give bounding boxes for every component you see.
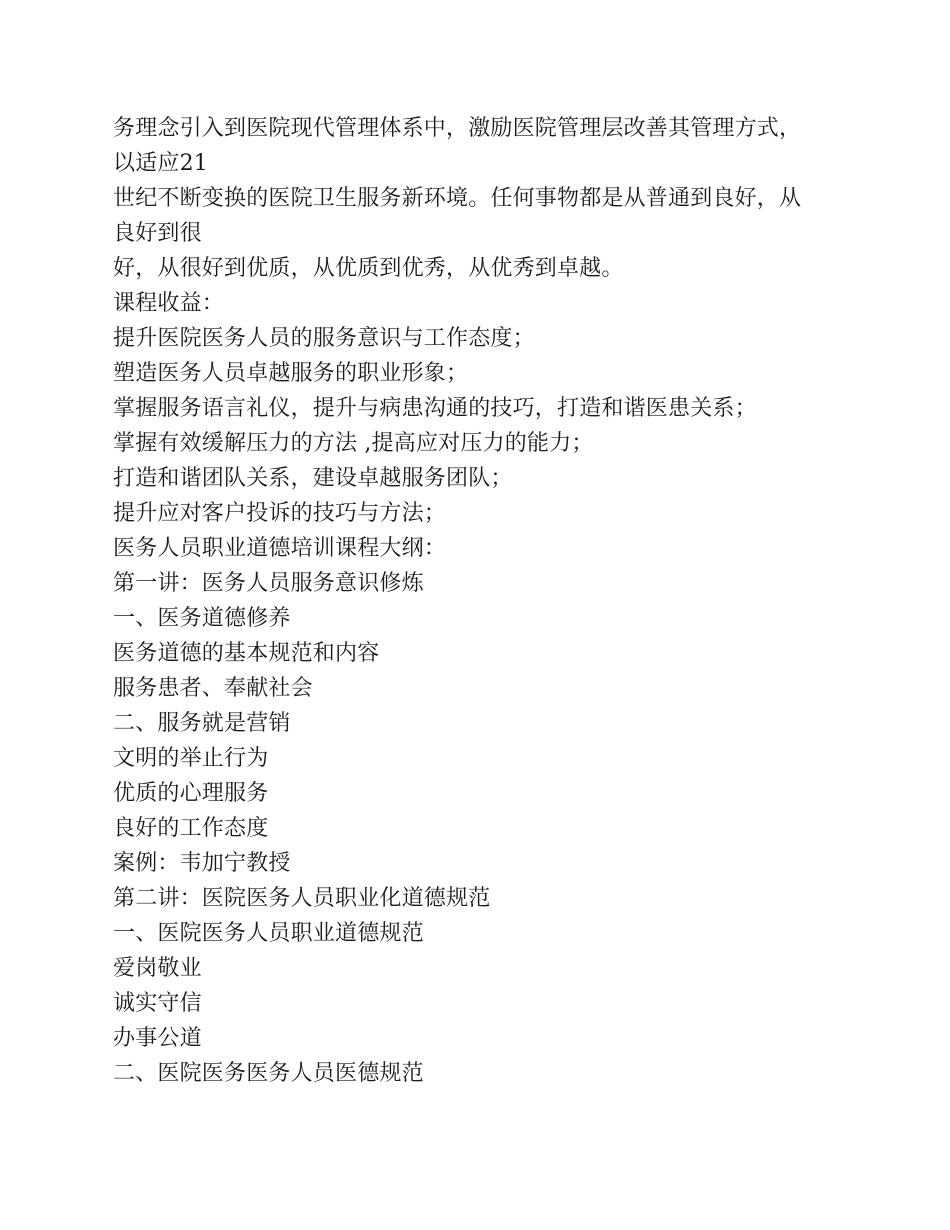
subsection-heading: 一、医务道德修养 <box>113 606 291 631</box>
benefit-item: 提升应对客户投诉的技巧与方法； <box>113 501 447 526</box>
outline-item: 优质的心理服务 <box>113 781 269 806</box>
benefit-item: 提升医院医务人员的服务意识与工作态度； <box>113 326 535 351</box>
section-heading-course-outline: 医务人员职业道德培训课程大纲： <box>113 536 447 561</box>
outline-item: 爱岗敬业 <box>113 956 202 981</box>
subsection-heading: 二、医院医务医务人员医德规范 <box>113 1061 424 1086</box>
section-heading-course-benefits: 课程收益： <box>113 291 225 316</box>
case-study-line: 案例：韦加宁教授 <box>113 851 291 876</box>
lecture-heading: 第一讲：医务人员服务意识修炼 <box>113 571 424 596</box>
text-line: 务理念引入到医院现代管理体系中，激励医院管理层改善其管理方式， <box>113 116 802 141</box>
outline-item: 诚实守信 <box>113 991 202 1016</box>
document-body <box>113 111 843 1091</box>
benefit-item: 塑造医务人员卓越服务的职业形象； <box>113 361 469 386</box>
lecture-heading: 第二讲：医院医务人员职业化道德规范 <box>113 886 491 911</box>
outline-item: 文明的举止行为 <box>113 746 269 771</box>
subsection-heading: 二、服务就是营销 <box>113 711 291 736</box>
outline-item: 服务患者、奉献社会 <box>113 676 313 701</box>
text-line: 世纪不断变换的医院卫生服务新环境。任何事物都是从普通到良好，从 <box>113 186 802 211</box>
text-line: 良好到很 <box>113 221 202 246</box>
outline-item: 良好的工作态度 <box>113 816 269 841</box>
text-line: 以适应21 <box>113 151 208 176</box>
text-line: 好，从很好到优质，从优质到优秀，从优秀到卓越。 <box>113 256 624 281</box>
outline-item: 医务道德的基本规范和内容 <box>113 641 380 666</box>
outline-item: 办事公道 <box>113 1026 202 1051</box>
benefit-item: 打造和谐团队关系，建设卓越服务团队； <box>113 466 513 491</box>
subsection-heading: 一、医院医务人员职业道德规范 <box>113 921 424 946</box>
benefit-item: 掌握服务语言礼仪，提升与病患沟通的技巧，打造和谐医患关系； <box>113 396 757 421</box>
benefit-item: 掌握有效缓解压力的方法 ,提高应对压力的能力； <box>113 431 594 456</box>
